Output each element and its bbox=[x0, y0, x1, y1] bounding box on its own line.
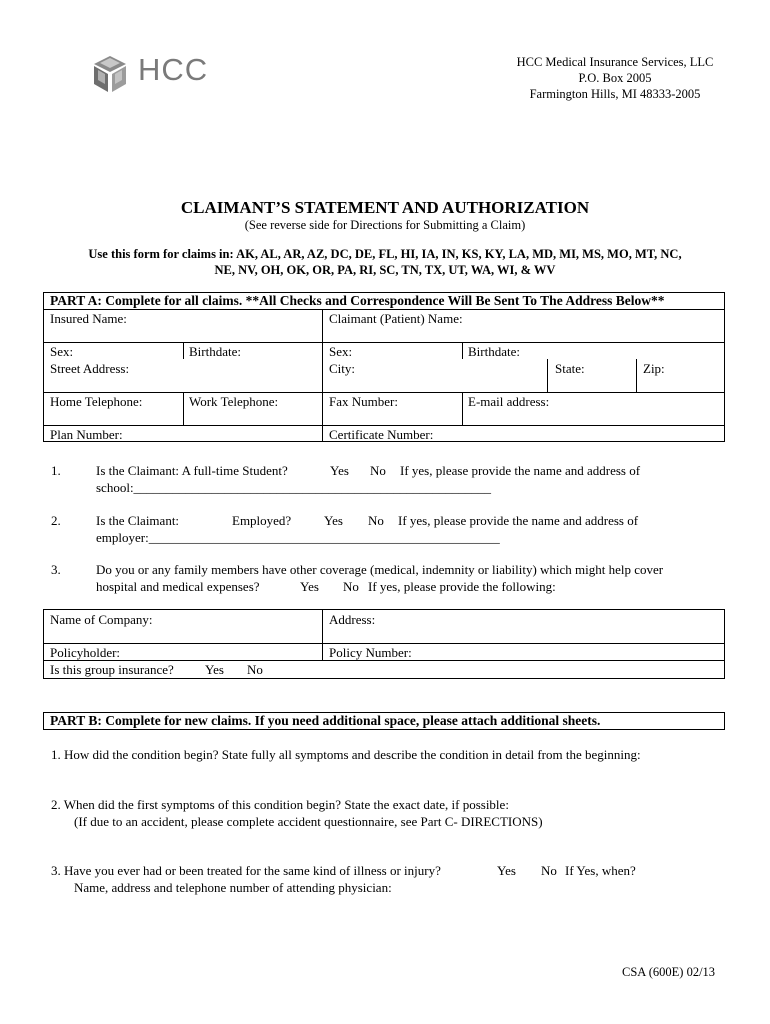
q1-followup: If yes, please provide the name and address of bbox=[400, 463, 641, 478]
q3-yes-option[interactable]: Yes bbox=[300, 579, 319, 594]
address-line-3: Farmington Hills, MI 48333-2005 bbox=[529, 87, 701, 101]
insured-name-field[interactable]: Insured Name: bbox=[50, 311, 127, 326]
q3-text: Do you or any family members have other coverage (medical, indemnity or liability) which might help cover bbox=[96, 562, 664, 577]
part-b-q2-note: (If due to an accident, please complete accident questionnaire, see Part C- DIRECTIONS) bbox=[74, 814, 543, 829]
claimant-birthdate-field[interactable]: Birthdate: bbox=[468, 344, 520, 359]
company-address-field[interactable]: Address: bbox=[329, 612, 376, 627]
q2-yes-option[interactable]: Yes bbox=[324, 513, 343, 528]
q3-followup: If yes, please provide the following: bbox=[368, 579, 556, 594]
form-subtitle: (See reverse side for Directions for Submitting a Claim) bbox=[244, 218, 526, 232]
claimant-sex-field[interactable]: Sex: bbox=[329, 344, 353, 359]
q2-number: 2. bbox=[51, 513, 61, 528]
form-title: CLAIMANT’S STATEMENT AND AUTHORIZATION bbox=[180, 198, 590, 217]
q1-no-option[interactable]: No bbox=[370, 463, 386, 478]
home-telephone-field[interactable]: Home Telephone: bbox=[50, 394, 143, 409]
q3-text-2: hospital and medical expenses? bbox=[96, 579, 260, 594]
plan-number-field[interactable]: Plan Number: bbox=[50, 427, 123, 442]
policyholder-field[interactable]: Policyholder: bbox=[50, 645, 121, 660]
part-b-q3-no-option[interactable]: No bbox=[541, 863, 557, 878]
street-address-field[interactable]: Street Address: bbox=[50, 361, 130, 376]
insured-birthdate-field[interactable]: Birthdate: bbox=[189, 344, 241, 359]
part-b-q3: 3. Have you ever had or been treated for the same kind of illness or injury? bbox=[51, 863, 441, 878]
q1-text: Is the Claimant: A full-time Student? bbox=[96, 463, 288, 478]
group-yes-option[interactable]: Yes bbox=[205, 662, 224, 677]
q2-text: Is the Claimant: bbox=[96, 513, 180, 528]
part-b-q1: 1. How did the condition begin? State fully all symptoms and describe the condition in detail from the beginning: bbox=[51, 747, 641, 762]
company-name-field[interactable]: Name of Company: bbox=[50, 612, 153, 627]
cube-logo-icon bbox=[90, 54, 130, 94]
city-field[interactable]: City: bbox=[329, 361, 356, 376]
insured-sex-field[interactable]: Sex: bbox=[50, 344, 74, 359]
q2-employed: Employed? bbox=[232, 513, 292, 528]
part-b-q3-followup: If Yes, when? bbox=[565, 863, 636, 878]
part-b-q2: 2. When did the first symptoms of this condition begin? State the exact date, if possible: bbox=[51, 797, 509, 812]
form-code: CSA (600E) 02/13 bbox=[622, 965, 716, 979]
email-address-field[interactable]: E-mail address: bbox=[468, 394, 550, 409]
company-address bbox=[500, 54, 730, 102]
q2-no-option[interactable]: No bbox=[368, 513, 384, 528]
fax-number-field[interactable]: Fax Number: bbox=[329, 394, 398, 409]
group-insurance-question: Is this group insurance? bbox=[50, 662, 174, 677]
logo-text: HCC bbox=[138, 52, 209, 87]
policy-number-field[interactable]: Policy Number: bbox=[329, 645, 412, 660]
employer-field[interactable]: employer:______________________________________________________ bbox=[96, 530, 500, 545]
part-b-q3-yes-option[interactable]: Yes bbox=[497, 863, 516, 878]
q2-followup: If yes, please provide the name and address of bbox=[398, 513, 639, 528]
claimant-name-field[interactable]: Claimant (Patient) Name: bbox=[329, 311, 463, 326]
part-b-q3-physician: Name, address and telephone number of attending physician: bbox=[74, 880, 392, 895]
address-line-1: HCC Medical Insurance Services, LLC bbox=[516, 55, 714, 69]
certificate-number-field[interactable]: Certificate Number: bbox=[329, 427, 434, 442]
states-line-2: NE, NV, OH, OK, OR, PA, RI, SC, TN, TX, UT, WA, WI, & WV bbox=[214, 263, 556, 277]
q3-no-option[interactable]: No bbox=[343, 579, 359, 594]
q1-yes-option[interactable]: Yes bbox=[330, 463, 349, 478]
q3-number: 3. bbox=[51, 562, 61, 577]
states-line-1: Use this form for claims in: AK, AL, AR, AZ, DC, DE, FL, HI, IA, IN, KS, KY, LA, MD, MI, MS, MO, MT, NC, bbox=[88, 247, 682, 261]
part-b-header: PART B: Complete for new claims. If you need additional space, please attach additional sheets. bbox=[50, 713, 601, 728]
hcc-logo bbox=[90, 54, 240, 94]
zip-field[interactable]: Zip: bbox=[643, 361, 665, 376]
work-telephone-field[interactable]: Work Telephone: bbox=[189, 394, 279, 409]
address-line-2: P.O. Box 2005 bbox=[578, 71, 652, 85]
group-no-option[interactable]: No bbox=[247, 662, 263, 677]
school-field[interactable]: school:_______________________________________________________ bbox=[96, 480, 492, 495]
part-a-header: PART A: Complete for all claims. **All Checks and Correspondence Will Be Sent To The Address Below** bbox=[50, 293, 665, 308]
q1-number: 1. bbox=[51, 463, 61, 478]
states-list bbox=[0, 246, 770, 278]
state-field[interactable]: State: bbox=[555, 361, 585, 376]
